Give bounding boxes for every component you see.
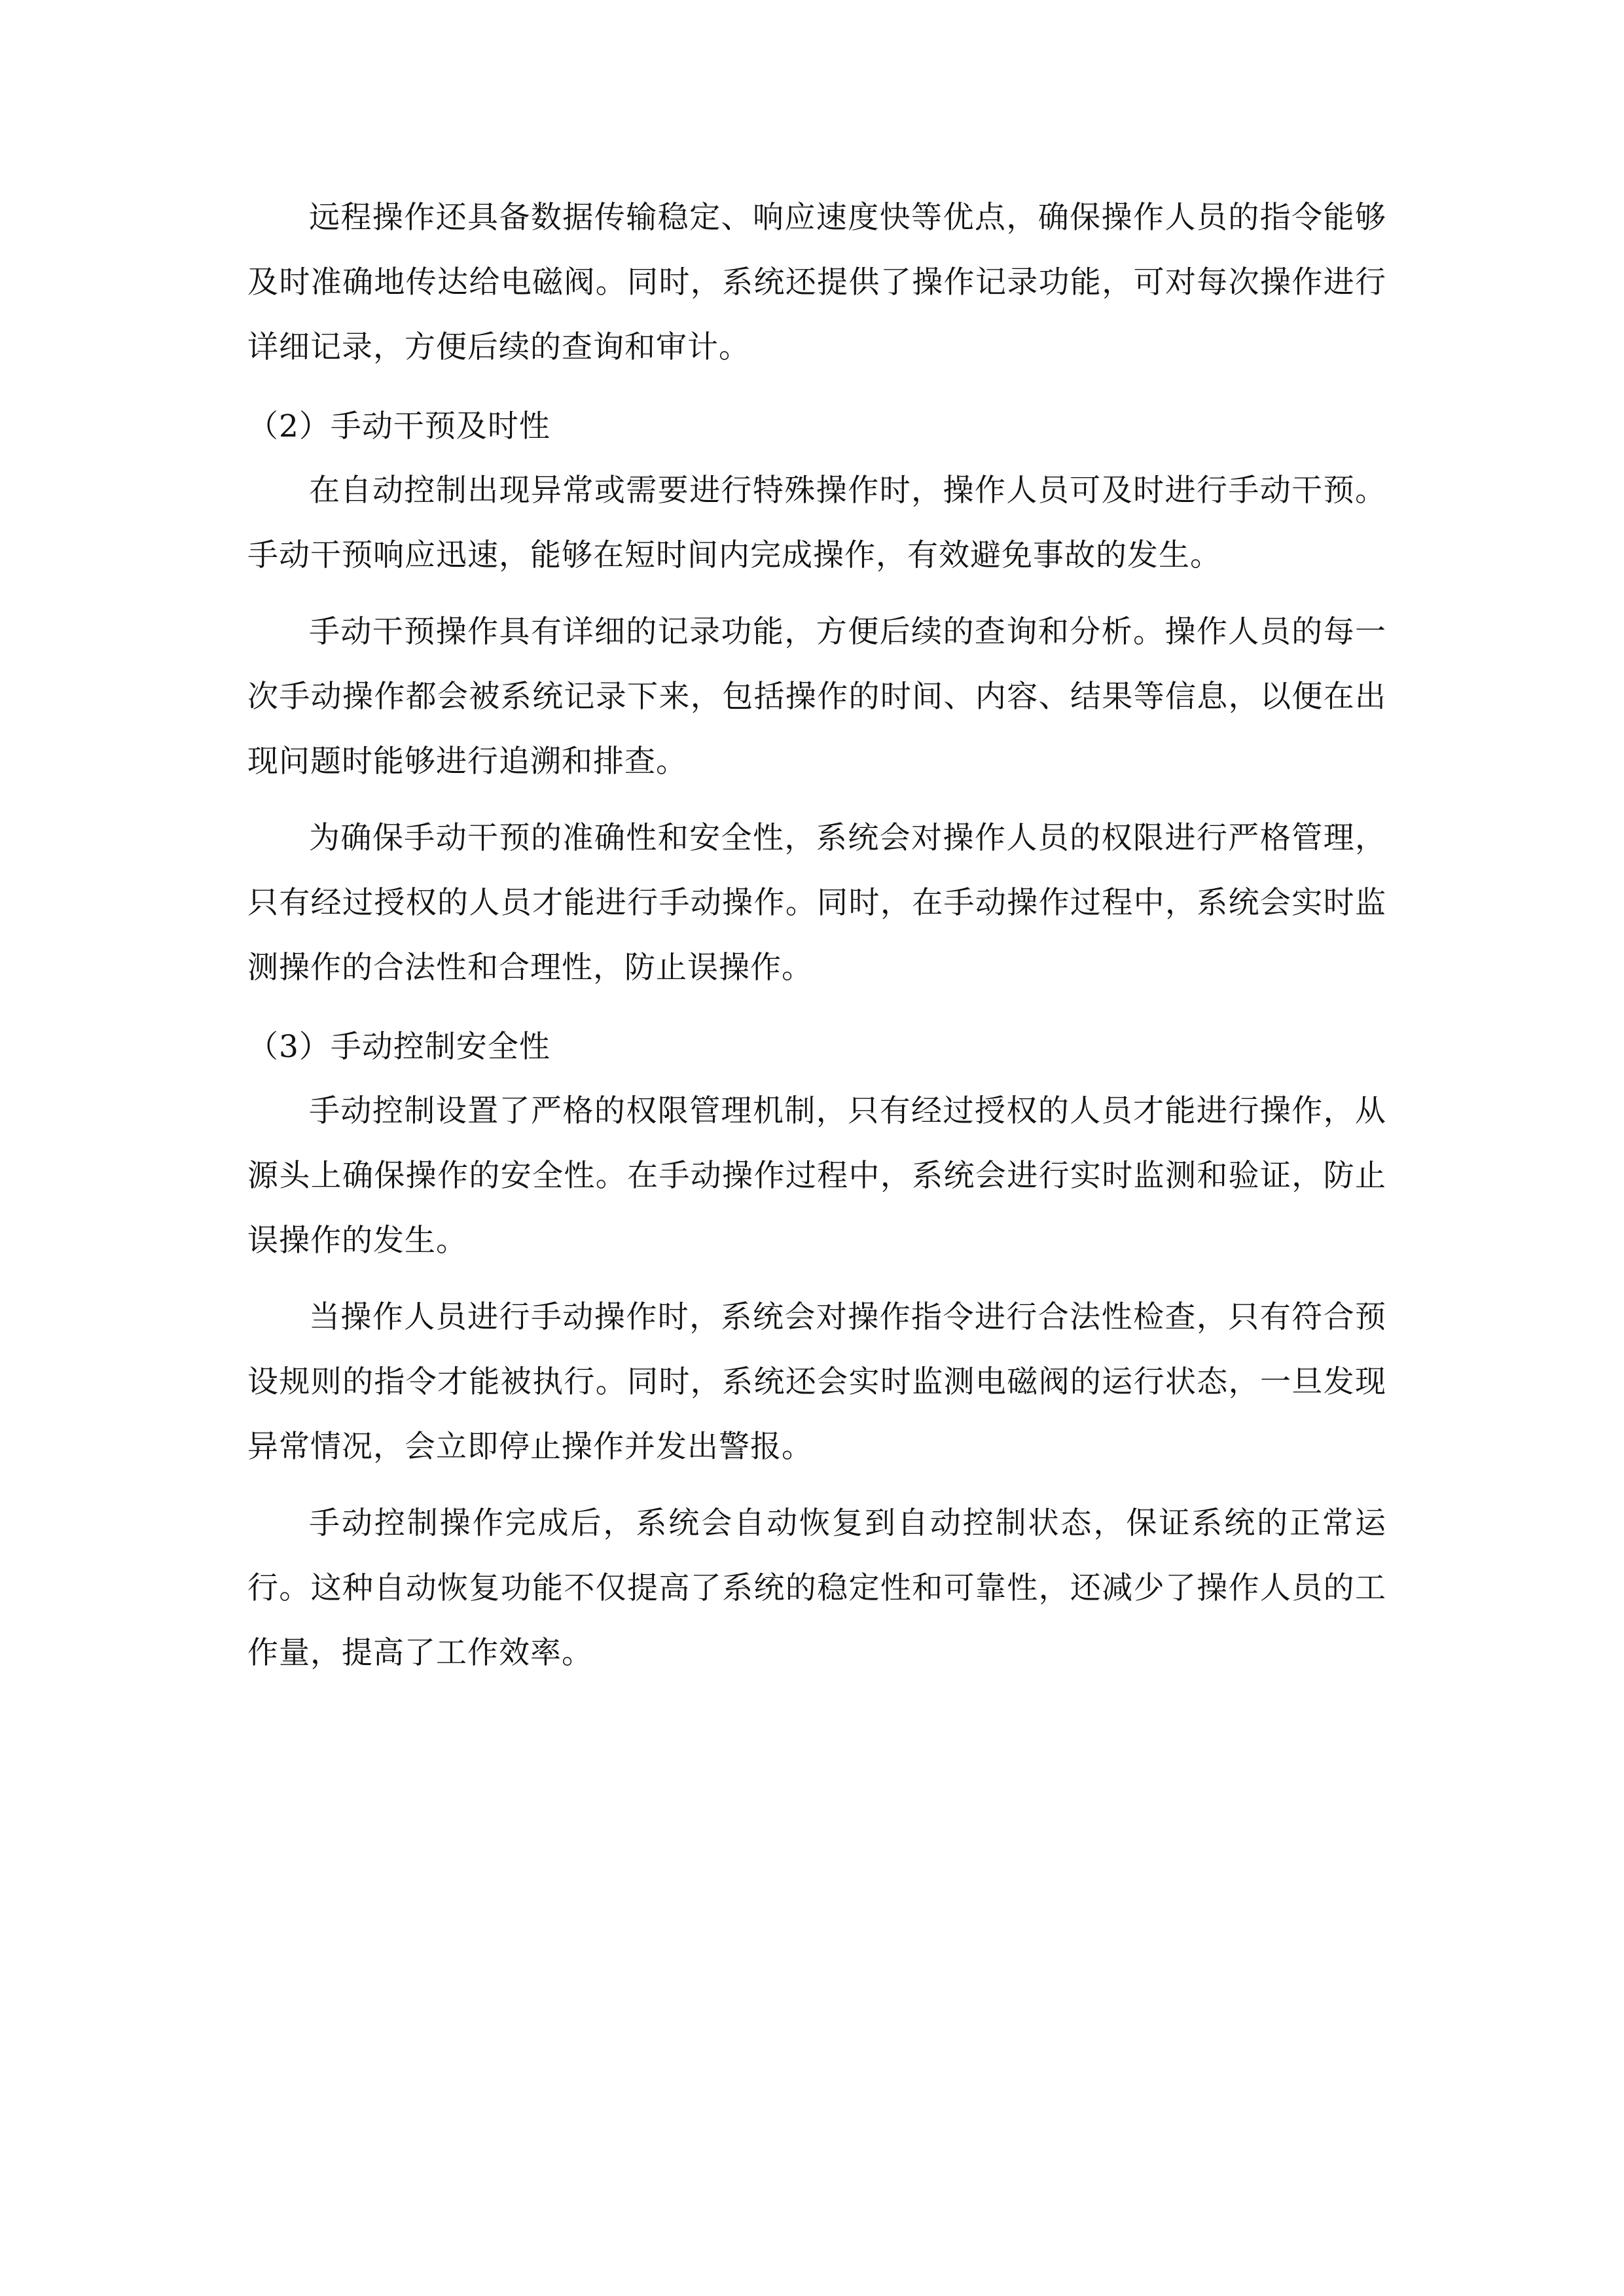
paragraph-manual-control-validation: 当操作人员进行手动操作时，系统会对操作指令进行合法性检查，只有符合预设规则的指令才能被执行。同时，系统还会实时监测电磁阀的运行状态，一旦发现异常情况，会立即停止操作并发出警报。 — [247, 1299, 1386, 1465]
paragraph-manual-intervention-response: 在自动控制出现异常或需要进行特殊操作时，操作人员可及时进行手动干预。手动干预响应迅速，能够在短时间内完成操作，有效避免事故的发生。 — [247, 473, 1386, 573]
paragraph-manual-control-recovery: 手动控制操作完成后，系统会自动恢复到自动控制状态，保证系统的正常运行。这种自动恢复功能不仅提高了系统的稳定性和可靠性，还减少了操作人员的工作量，提高了工作效率。 — [247, 1505, 1386, 1671]
section-heading-manual-intervention: （2）手动干预及时性 — [247, 408, 550, 444]
paragraph-manual-intervention-records: 手动干预操作具有详细的记录功能，方便后续的查询和分析。操作人员的每一次手动操作都会被系统记录下来，包括操作的时间、内容、结果等信息，以便在出现问题时能够进行追溯和排查。 — [247, 614, 1386, 780]
paragraph-manual-intervention-permissions: 为确保手动干预的准确性和安全性，系统会对操作人员的权限进行严格管理，只有经过授权的人员才能进行手动操作。同时，在手动操作过程中，系统会实时监测操作的合法性和合理性，防止误操作。 — [247, 820, 1386, 986]
paragraph-manual-control-permissions: 手动控制设置了严格的权限管理机制，只有经过授权的人员才能进行操作，从源头上确保操作的安全性。在手动操作过程中，系统会进行实时监测和验证，防止误操作的发生。 — [247, 1093, 1386, 1259]
section-heading-manual-control-safety: （3）手动控制安全性 — [247, 1029, 550, 1065]
document-body — [247, 185, 1386, 1697]
paragraph-remote-operation: 远程操作还具备数据传输稳定、响应速度快等优点，确保操作人员的指令能够及时准确地传达给电磁阀。同时，系统还提供了操作记录功能，可对每次操作进行详细记录，方便后续的查询和审计。 — [247, 200, 1386, 365]
